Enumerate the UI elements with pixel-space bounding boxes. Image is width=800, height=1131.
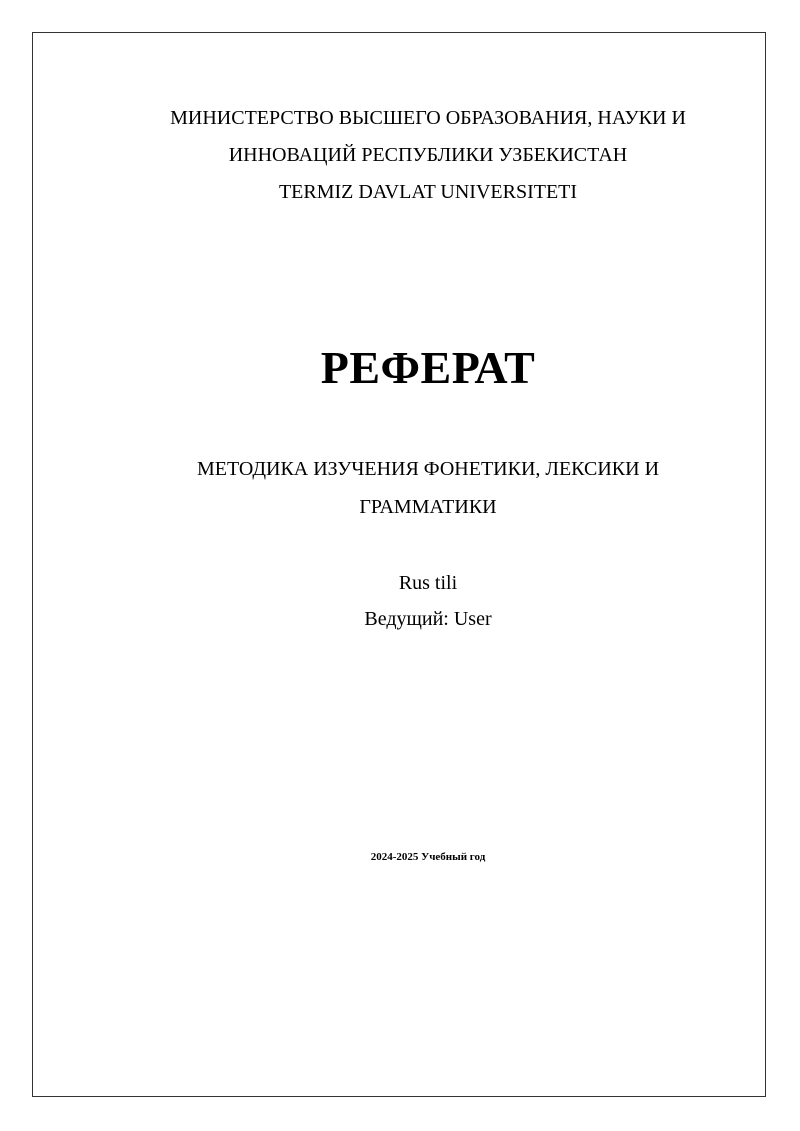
topic-line-2: ГРАММАТИКИ (359, 496, 497, 518)
ministry-line-2: ИННОВАЦИЙ РЕСПУБЛИКИ УЗБЕКИСТАН (228, 144, 628, 166)
document-topic (72, 450, 784, 526)
university-name: TERMIZ DAVLAT UNIVERSITETI (278, 181, 578, 203)
ministry-header (32, 100, 800, 211)
leader-name: Ведущий: User (364, 608, 492, 630)
topic-line-1: МЕТОДИКА ИЗУЧЕНИЯ ФОНЕТИКИ, ЛЕКСИКИ И (196, 458, 660, 480)
ministry-line-1: МИНИСТЕРСТВО ВЫСШЕГО ОБРАЗОВАНИЯ, НАУКИ И (170, 107, 686, 129)
document-type-title: РЕФЕРАТ (320, 342, 536, 393)
subject-name: Rus tili (398, 572, 458, 594)
academic-year: 2024-2025 Учебный год (370, 851, 486, 863)
